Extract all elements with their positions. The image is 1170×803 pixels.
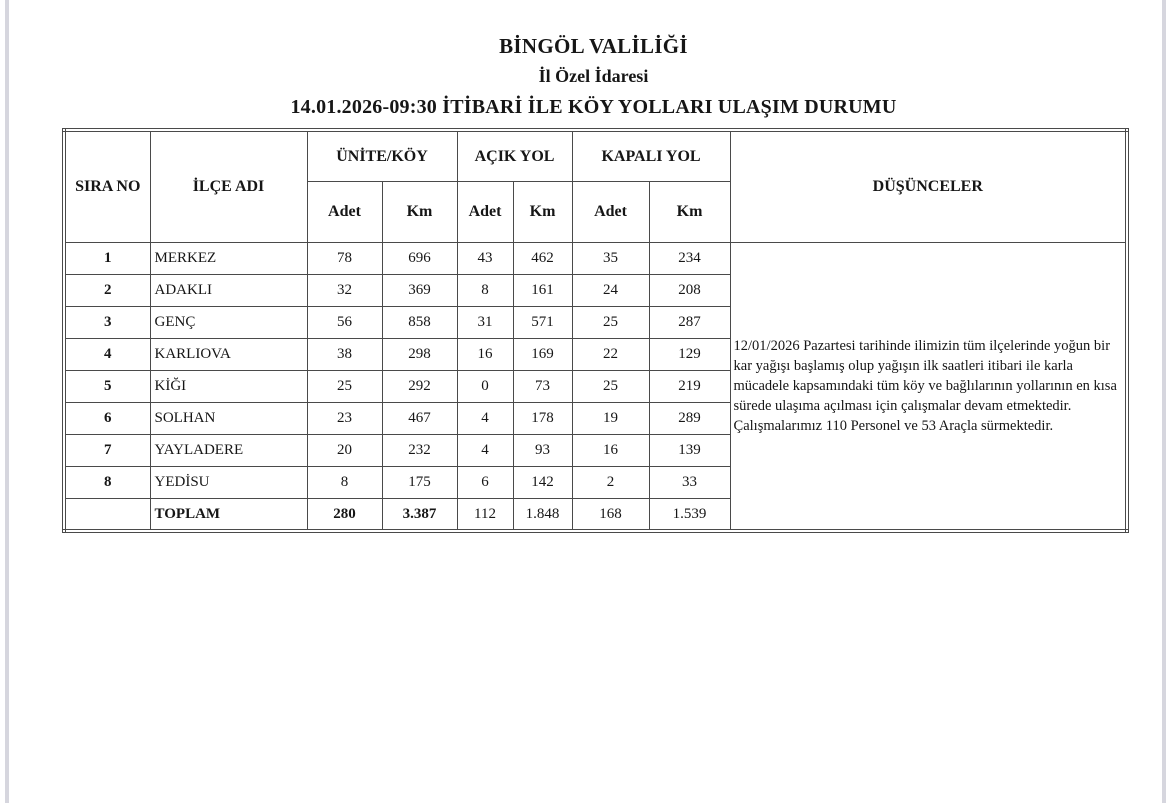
- unite-adet: 20: [307, 435, 382, 467]
- acik-km: 462: [513, 243, 572, 275]
- kapali-adet: 16: [572, 435, 649, 467]
- column-header-acik-yol: AÇIK YOL: [457, 130, 572, 182]
- document-header: [62, 0, 1125, 119]
- subheader-unite-km: Km: [382, 182, 457, 243]
- unite-adet: 23: [307, 403, 382, 435]
- acik-adet: 6: [457, 467, 513, 499]
- row-number: 8: [64, 467, 150, 499]
- acik-adet: 31: [457, 307, 513, 339]
- district-name: MERKEZ: [150, 243, 307, 275]
- row-number: 2: [64, 275, 150, 307]
- report-title: 14.01.2026-09:30 İTİBARİ İLE KÖY YOLLARI ULAŞIM DURUMU: [290, 96, 897, 118]
- unite-km: 369: [382, 275, 457, 307]
- total-acik-adet: 112: [457, 499, 513, 532]
- kapali-km: 129: [649, 339, 730, 371]
- row-number: 4: [64, 339, 150, 371]
- row-number: 6: [64, 403, 150, 435]
- unite-adet: 38: [307, 339, 382, 371]
- kapali-adet: 25: [572, 307, 649, 339]
- unite-km: 292: [382, 371, 457, 403]
- column-header-dusunceler: DÜŞÜNCELER: [730, 130, 1127, 243]
- total-unite-adet: 280: [307, 499, 382, 532]
- page-edge-right: [1162, 0, 1166, 803]
- acik-km: 93: [513, 435, 572, 467]
- district-name: KARLIOVA: [150, 339, 307, 371]
- acik-adet: 4: [457, 435, 513, 467]
- kapali-km: 33: [649, 467, 730, 499]
- total-unite-km: 3.387: [382, 499, 457, 532]
- kapali-adet: 24: [572, 275, 649, 307]
- kapali-km: 139: [649, 435, 730, 467]
- kapali-adet: 25: [572, 371, 649, 403]
- acik-km: 169: [513, 339, 572, 371]
- kapali-adet: 22: [572, 339, 649, 371]
- acik-km: 178: [513, 403, 572, 435]
- subheader-acik-km: Km: [513, 182, 572, 243]
- row-number: 1: [64, 243, 150, 275]
- kapali-adet: 19: [572, 403, 649, 435]
- page-edge-left: [5, 0, 9, 803]
- unite-km: 232: [382, 435, 457, 467]
- column-header-unite-koy: ÜNİTE/KÖY: [307, 130, 457, 182]
- acik-adet: 8: [457, 275, 513, 307]
- unite-adet: 78: [307, 243, 382, 275]
- unite-adet: 8: [307, 467, 382, 499]
- district-name: YAYLADERE: [150, 435, 307, 467]
- total-row-empty-cell: [64, 499, 150, 532]
- page-title: BİNGÖL VALİLİĞİ: [499, 34, 688, 58]
- acik-adet: 0: [457, 371, 513, 403]
- table-row: [64, 243, 1127, 275]
- document-content: [62, 0, 1125, 533]
- total-kapali-adet: 168: [572, 499, 649, 532]
- total-label: TOPLAM: [150, 499, 307, 532]
- unite-adet: 32: [307, 275, 382, 307]
- acik-adet: 4: [457, 403, 513, 435]
- acik-km: 571: [513, 307, 572, 339]
- unite-km: 298: [382, 339, 457, 371]
- subheader-unite-adet: Adet: [307, 182, 382, 243]
- acik-adet: 16: [457, 339, 513, 371]
- header-row-groups: [64, 130, 1127, 182]
- column-header-sira-no: SIRA NO: [64, 130, 150, 243]
- acik-adet: 43: [457, 243, 513, 275]
- kapali-km: 289: [649, 403, 730, 435]
- row-number: 3: [64, 307, 150, 339]
- row-number: 7: [64, 435, 150, 467]
- kapali-km: 234: [649, 243, 730, 275]
- column-header-kapali-yol: KAPALI YOL: [572, 130, 730, 182]
- acik-km: 142: [513, 467, 572, 499]
- unite-km: 175: [382, 467, 457, 499]
- kapali-km: 287: [649, 307, 730, 339]
- district-name: ADAKLI: [150, 275, 307, 307]
- subheader-acik-adet: Adet: [457, 182, 513, 243]
- kapali-km: 219: [649, 371, 730, 403]
- district-name: SOLHAN: [150, 403, 307, 435]
- subheader-kapali-km: Km: [649, 182, 730, 243]
- acik-km: 161: [513, 275, 572, 307]
- district-name: YEDİSU: [150, 467, 307, 499]
- kapali-adet: 35: [572, 243, 649, 275]
- unite-km: 696: [382, 243, 457, 275]
- subheader-kapali-adet: Adet: [572, 182, 649, 243]
- row-number: 5: [64, 371, 150, 403]
- unite-adet: 25: [307, 371, 382, 403]
- road-status-table: [62, 128, 1129, 533]
- column-header-ilce-adi: İLÇE ADI: [150, 130, 307, 243]
- notes-cell: 12/01/2026 Pazartesi tarihinde ilimizin tüm ilçelerinde yoğun bir kar yağışı başlamış olup yağışın ilk saatleri itibari ile karla mücadele kapsamındaki tüm köy ve bağlılarının yollarının en kısa sürede ulaşıma açılması için çalışmalar devam etmektedir. Çalışmalarımız 110 Personel ve 53 Araçla sürmektedir.: [730, 243, 1127, 532]
- page-subtitle: İl Özel İdaresi: [538, 66, 649, 86]
- total-acik-km: 1.848: [513, 499, 572, 532]
- total-kapali-km: 1.539: [649, 499, 730, 532]
- district-name: KİĞI: [150, 371, 307, 403]
- kapali-adet: 2: [572, 467, 649, 499]
- unite-km: 858: [382, 307, 457, 339]
- district-name: GENÇ: [150, 307, 307, 339]
- kapali-km: 208: [649, 275, 730, 307]
- acik-km: 73: [513, 371, 572, 403]
- unite-adet: 56: [307, 307, 382, 339]
- unite-km: 467: [382, 403, 457, 435]
